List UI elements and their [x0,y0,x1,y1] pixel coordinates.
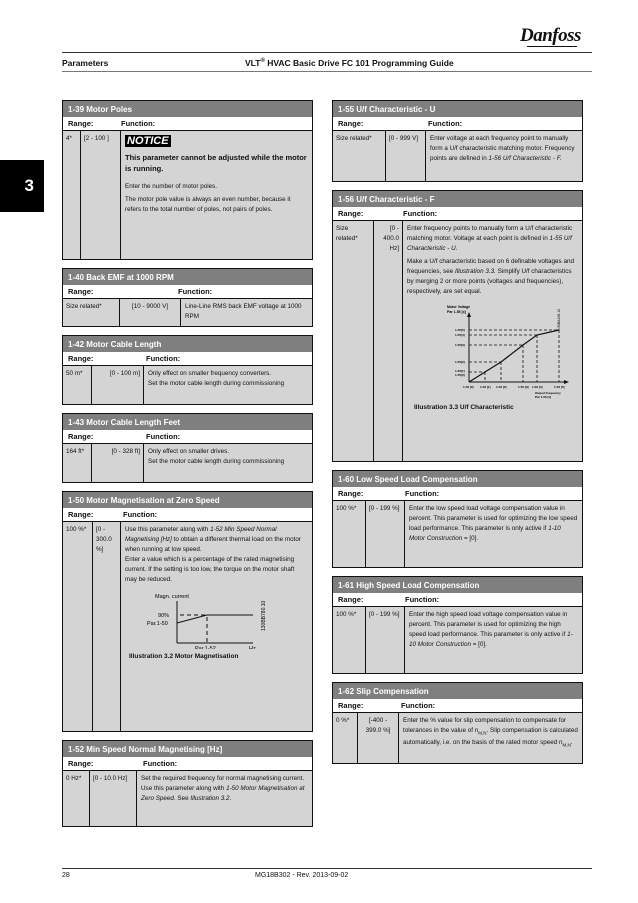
illustration-caption: Illustration 3.2 Motor Magnetisation [129,653,239,660]
function-label: Function: [428,119,463,128]
function-text [403,221,582,461]
param-1-40 [62,268,313,327]
range-label: Range: [338,209,364,218]
param-title: 1-42 Motor Cable Length [63,336,312,352]
range-value: [0 - 199 %] [366,607,405,673]
param-header-row [333,207,582,221]
header-doc-title [245,58,454,68]
text: to obtain a different thermal load on the motor when running at low speed. [125,536,301,553]
right-column [332,100,583,772]
function-label: Function: [121,119,156,128]
default-value: 50 m* [63,366,92,404]
range-label: Range: [338,119,364,128]
range-value: [0 - 300.0 %] [93,522,121,731]
range-label: Range: [68,354,94,363]
function-text [144,444,312,482]
param-header-row [333,487,582,501]
param-title: 1-60 Low Speed Load Compensation [333,471,582,487]
param-header-row [63,352,312,366]
function-label: Function: [405,595,440,604]
function-text [137,771,312,826]
param-1-52 [62,740,313,827]
param-title: 1-56 U/f Characteristic - F [333,191,582,207]
registered-mark: ® [260,58,265,65]
param-header-row [63,117,312,131]
text: Enter the % value for slip compensation to compensate for tolerances in the value of n [403,717,567,734]
title-rest: HVAC Basic Drive FC 101 Programming Guide [264,58,454,68]
param-title: 1-43 Motor Cable Length Feet [63,414,312,430]
param-reference: 1-52 Min Speed Normal Magnetising [Hz] [125,526,277,543]
range-label: Range: [68,432,94,441]
range-value: [0 - 999 V] [386,131,426,181]
figure-id: 130BB780.10 [261,600,267,631]
text: . See [173,795,191,802]
danfoss-logo: Danfoss [520,25,581,46]
function-paragraph: Only effect on smaller drives. [148,448,230,455]
param-row [63,366,312,404]
param-row [333,607,582,673]
default-value: Size related* [63,299,120,326]
y-tick: 1-55[5] [455,328,465,332]
range-value: [10 - 9000 V] [120,299,181,326]
range-label: Range: [68,287,94,296]
param-1-43 [62,413,313,483]
param-title: 1-52 Min Speed Normal Magnetising [Hz] [63,741,312,757]
notice-text: This parameter cannot be adjusted while the motor is running. [125,153,307,173]
chapter-tab: 3 [0,160,44,212]
range-value: [0 - 328 ft] [92,444,144,482]
left-column [62,100,313,835]
text: . [570,739,573,747]
range-value: [0 - 100 m] [92,366,144,404]
function-paragraph [141,784,308,804]
notice-label: NOTICE [127,135,169,147]
param-row [63,131,312,259]
param-row [333,713,582,763]
illustration-caption: Illustration 3.3 U/f Characteristic [414,404,514,411]
text: Use this parameter along with [141,785,227,792]
y-tick: 1-55[2] [455,360,465,364]
param-header-row [63,508,312,522]
function-label: Function: [143,759,178,768]
page-number: 28 [62,872,70,879]
function-label: Function: [146,432,181,441]
default-value: 100 %* [333,607,366,673]
document-revision: MG18B302 - Rev. 2013-09-02 [255,872,349,879]
text: Enter voltage at each frequency point to manually form a U/f characteristic matching motor. Frequency points are defined in [430,135,575,162]
x-tick: 1-56 [4] [532,385,543,389]
y-tick: 1-55[3] [455,343,465,347]
function-paragraph [407,257,578,297]
default-value: Size related* [333,131,386,181]
text: Use this parameter along with [125,526,211,533]
x-axis-label: Output Frequency [535,391,561,395]
param-row [63,771,312,826]
text: Simplify U/f characteristics by merging 2 or more points (voltages and frequencies), respectively, are set equal. [407,268,572,295]
param-1-42 [62,335,313,405]
param-reference: 1-56 U/f Characteristic - F. [488,155,562,162]
param-header-row [333,699,582,713]
param-title: 1-50 Motor Magnetisation at Zero Speed [63,492,312,508]
param-row [333,131,582,181]
y-tick: 1-55[4] [455,333,465,337]
function-label: Function: [178,287,213,296]
param-header-row [63,285,312,299]
range-label: Range: [68,119,94,128]
text: . Slip compensation is calculated automatically, i.e. on the basis of the rated motor speed n [403,727,578,747]
default-value: 100 %* [333,501,366,567]
param-1-50 [62,491,313,732]
range-label: Range: [338,595,364,604]
function-label: Function: [403,209,438,218]
param-header-row [63,757,312,771]
subscript: M,N [562,742,571,748]
x-axis-label: Par 1-56 [x] [535,395,552,399]
function-paragraph [407,224,578,254]
param-title: 1-39 Motor Poles [63,101,312,117]
function-paragraph: Set the motor cable length during commissioning [148,380,285,387]
text: = [0]. [462,535,479,542]
param-reference: 1-55 U/f Characteristic - U. [407,235,572,252]
function-text [121,131,312,259]
x-tick: 1-56 [1] [480,385,491,389]
default-value: 100 %* [63,522,93,731]
x-tick: 1-56 [3] [518,385,529,389]
param-row [63,299,312,326]
title-prefix: VLT [245,58,261,68]
function-paragraph: Set the motor cable length during commissioning [148,458,285,465]
x-tick: 1-56 [5] [554,385,565,389]
function-label: Function: [146,354,181,363]
range-label: Range: [338,701,364,710]
default-value: 164 ft* [63,444,92,482]
param-1-61 [332,576,583,674]
function-label: Function: [401,701,436,710]
x-tick: 1-56 [0] [463,385,474,389]
param-row [333,221,582,461]
logo-underline [527,46,577,47]
default-value: 4* [63,131,81,259]
header-rule [62,52,592,53]
y-tick-high: 90% [158,613,170,619]
param-1-60 [332,470,583,568]
text: = [0]. [470,641,487,648]
param-1-55 [332,100,583,182]
subscript: M,N [478,730,487,736]
param-header-row [333,117,582,131]
text: Enter the high speed load voltage compensation value in percent. This parameter is used for optimizing the high speed load performance. This parameter is only active if [409,611,568,638]
param-1-56 [332,190,583,462]
range-value: [0 - 199 %] [366,501,405,567]
param-title: 1-40 Back EMF at 1000 RPM [63,269,312,285]
text: Enter frequency points to manually form a U/f characteristic matching motor. Voltage at each point is defined in [407,225,573,242]
param-reference: 1-10 Motor Construction [409,631,573,648]
figure-id: 130BA166.10 [557,308,561,330]
x-tick: 1-56 [2] [496,385,507,389]
default-value: 0 Hz* [63,771,90,826]
illustration-uf-characteristic [407,300,578,400]
param-row [63,522,312,731]
text: Make a U/f characteristic based on 6 definable voltages and frequencies, see [407,258,574,275]
function-paragraph: Only effect on smaller frequency converters. [148,370,272,377]
y-tick: 1-55[0] [455,373,465,377]
param-row [63,444,312,482]
function-paragraph: The motor pole value is always an even number, because it refers to the total number of poles, not pairs of poles. [125,196,291,213]
y-axis-label: Par 1-55 [x] [447,310,466,314]
range-label: Range: [338,489,364,498]
param-reference: 1-10 Motor Construction [409,525,561,542]
function-text [121,522,312,731]
default-value: Size related* [333,221,374,461]
param-title: 1-62 Slip Compensation [333,683,582,699]
function-paragraph: Enter the number of motor poles. [125,183,218,190]
function-paragraph: Enter a value which is a percentage of the rated magnetising current. If the setting is too low, the torque on the motor shaft may be reduced. [125,556,295,583]
param-header-row [333,593,582,607]
function-text [399,713,582,763]
y-tick-low: Par.1-50 [147,621,168,627]
function-text [426,131,582,181]
function-paragraph [125,525,308,555]
range-value: [2 - 100 ] [81,131,121,259]
header-rule [62,71,592,72]
function-label: Function: [123,510,158,519]
param-1-62 [332,682,583,764]
param-row [333,501,582,567]
range-value: [-400 - 399.0 %] [358,713,399,763]
footer-rule [62,868,592,869]
range-label: Range: [68,759,94,768]
text: Enter the low speed load voltage compensation value in percent. This parameter is used for optimizing the low speed load performance. This parameter is only active if [409,505,578,532]
param-title: 1-61 High Speed Load Compensation [333,577,582,593]
range-value: [0 - 10.0 Hz] [90,771,137,826]
y-axis-label: Magn. current [155,594,189,600]
function-text: Line-Line RMS back EMF voltage at 1000 RPM [185,303,302,320]
header-section-name: Parameters [62,58,109,68]
uf-characteristic-chart [407,300,577,400]
param-1-39 [62,100,313,260]
x-unit: Hz [249,646,256,649]
range-label: Range: [68,510,94,519]
magnetisation-chart [125,589,285,649]
illustration-motor-magnetisation [125,589,308,649]
param-header-row [63,430,312,444]
function-text [405,607,582,673]
param-reference: 1-50 Motor Magnetisation at Zero Speed [141,785,305,802]
x-tick: Par.1-52 [195,646,216,649]
y-axis-label: Motor Voltage [447,305,471,309]
function-label: Function: [405,489,440,498]
y-tick: 1-55[1] [455,369,465,373]
function-text [405,501,582,567]
default-value: 0 %* [333,713,358,763]
range-value: [0 - 400.0 Hz] [374,221,403,461]
param-title: 1-55 U/f Characteristic - U [333,101,582,117]
illustration-reference: Illustration 3.2. [190,795,232,802]
function-paragraph: Set the required frequency for normal magnetising current. [141,775,305,782]
function-text [144,366,312,404]
illustration-reference: Illustration 3.3. [454,268,496,275]
